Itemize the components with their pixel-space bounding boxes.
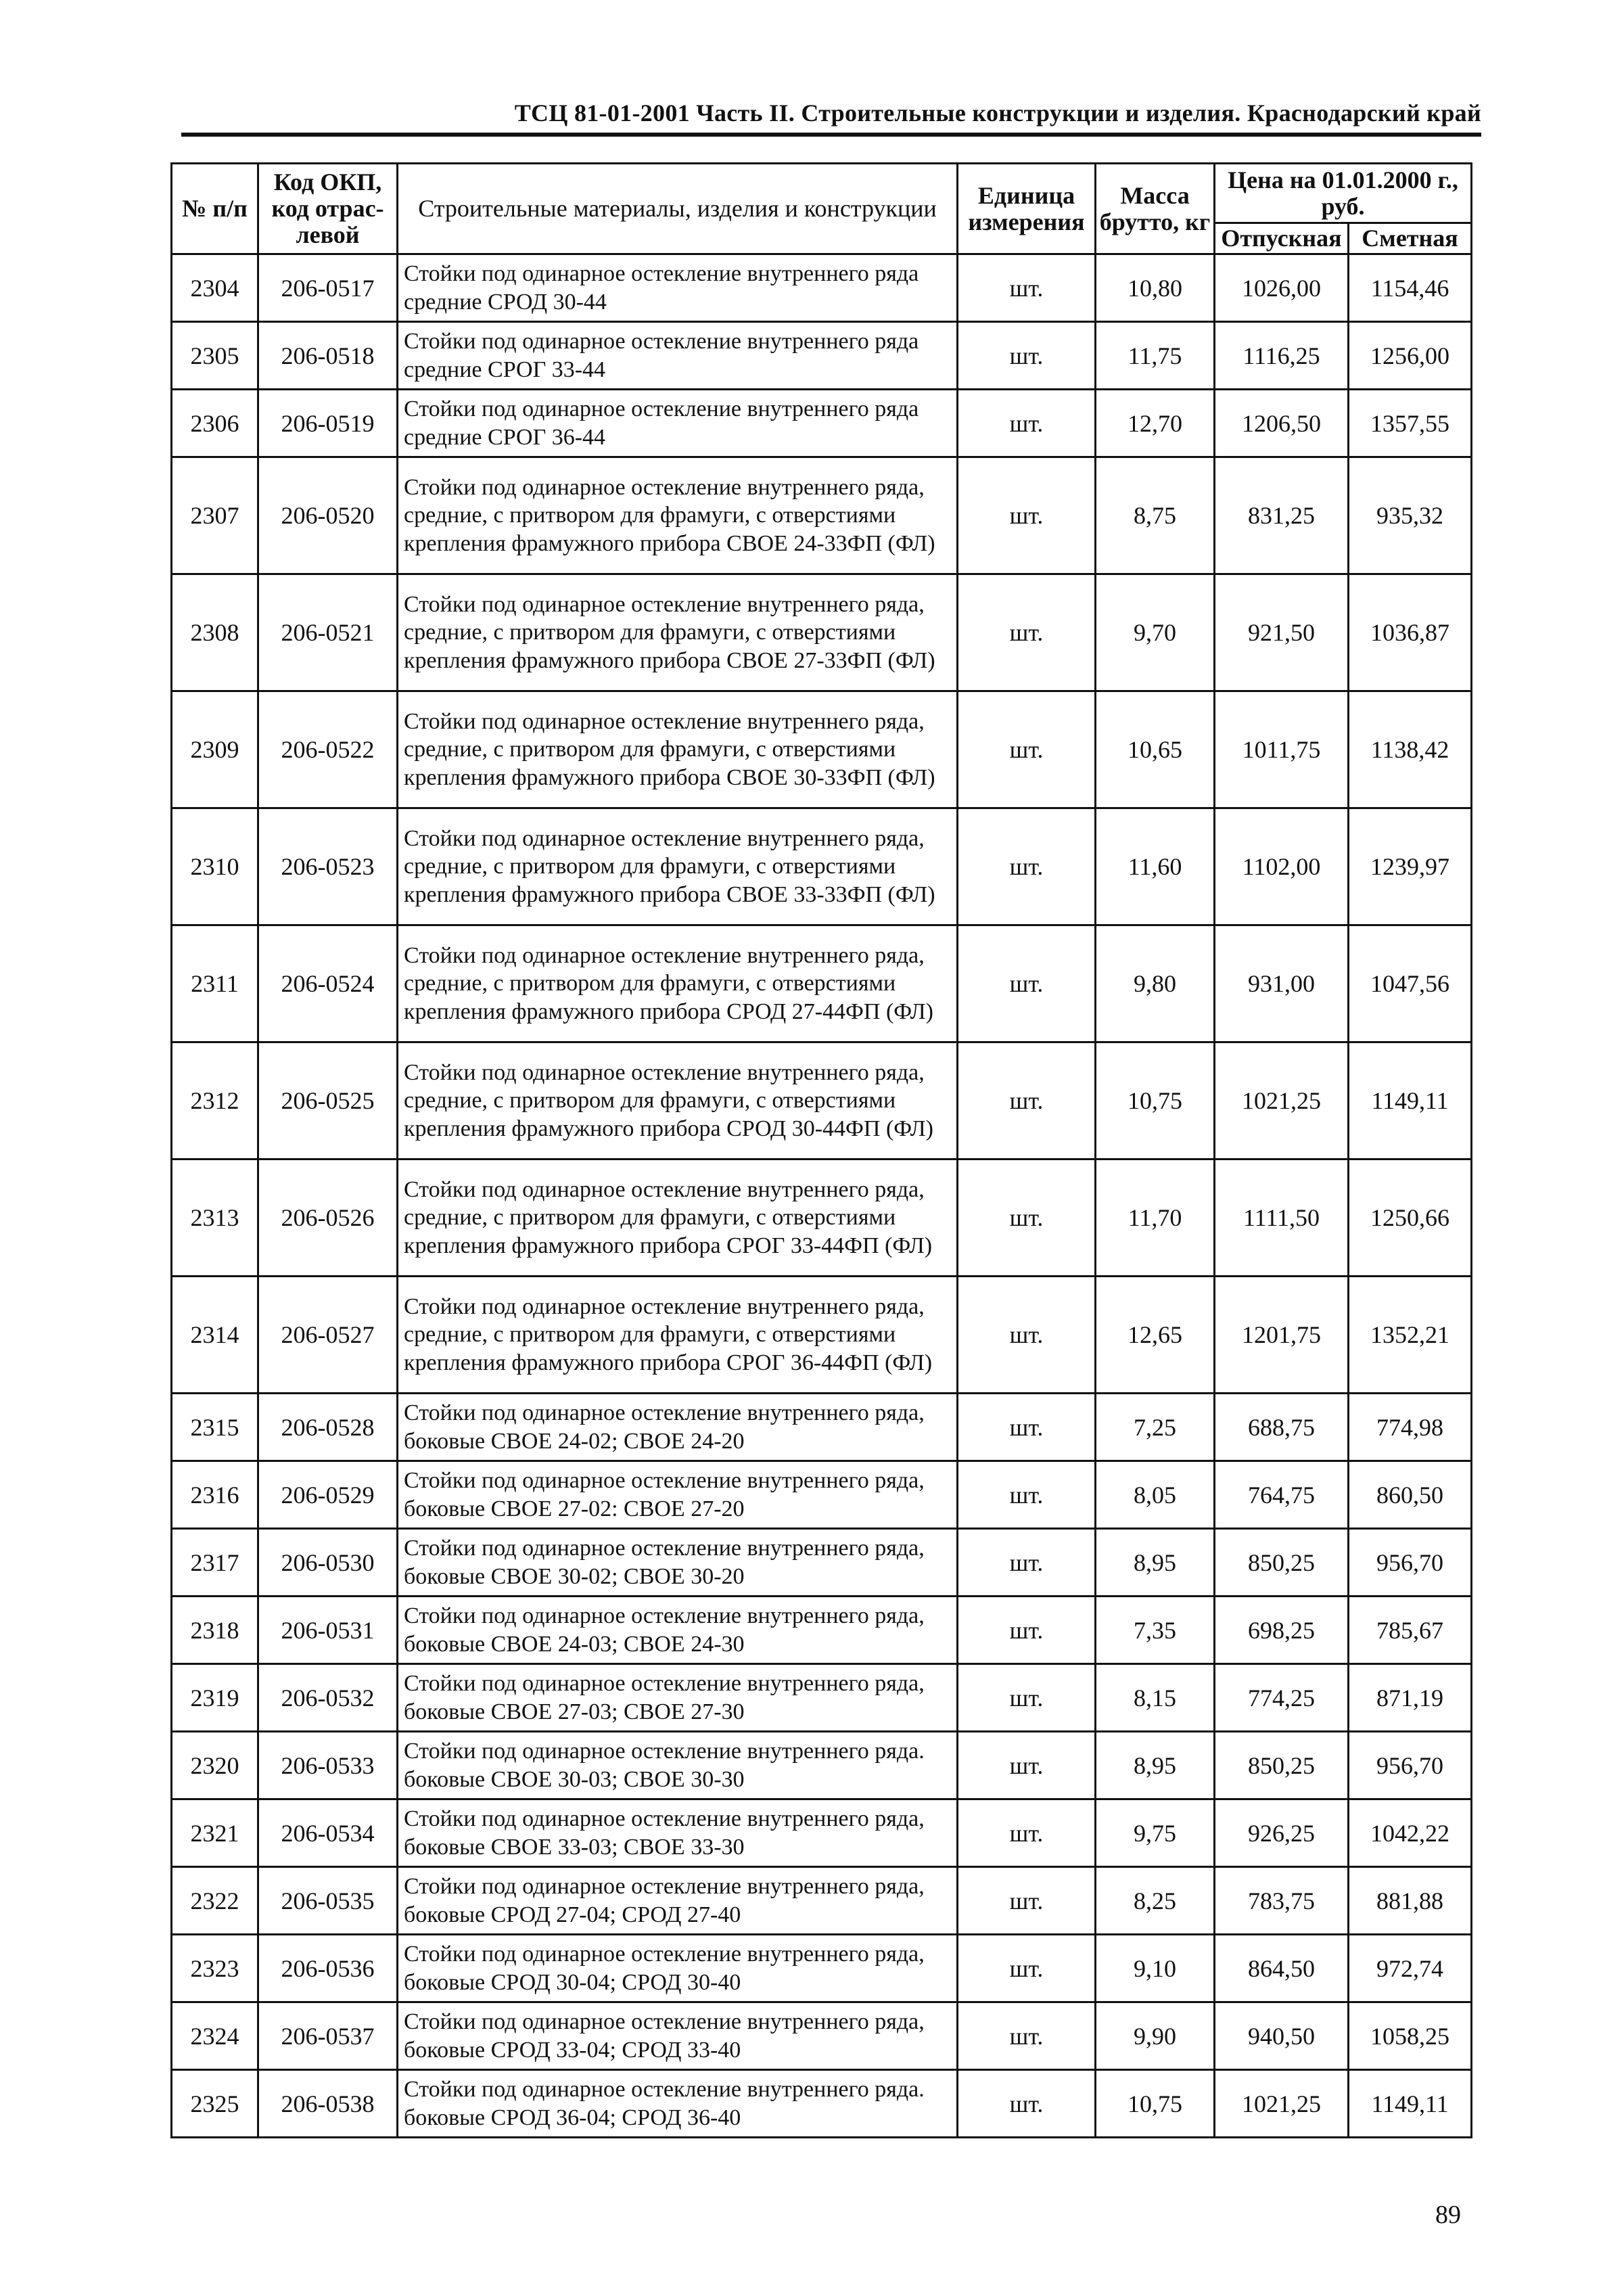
cell-num: 2311 <box>172 925 258 1042</box>
cell-price-release: 850,25 <box>1215 1529 1349 1597</box>
cell-price-estimate: 935,32 <box>1349 457 1472 574</box>
cell-price-estimate: 1239,97 <box>1349 808 1472 925</box>
cell-num: 2310 <box>172 808 258 925</box>
cell-price-estimate: 1036,87 <box>1349 574 1472 691</box>
cell-unit: шт. <box>958 574 1096 691</box>
cell-name: Стойки под одинарное остекление внутреннего ряда. боковые СВОЕ 30-03; СВОЕ 30-30 <box>398 1732 958 1799</box>
table-row <box>172 1664 1472 1732</box>
cell-price-estimate: 1149,11 <box>1349 1042 1472 1160</box>
table-row <box>172 808 1472 925</box>
cell-price-estimate: 860,50 <box>1349 1461 1472 1529</box>
table-row <box>172 322 1472 390</box>
cell-mass: 12,70 <box>1096 390 1215 457</box>
cell-num: 2313 <box>172 1160 258 1277</box>
cell-num: 2316 <box>172 1461 258 1529</box>
cell-mass: 8,05 <box>1096 1461 1215 1529</box>
cell-price-release: 1111,50 <box>1215 1160 1349 1277</box>
cell-num: 2307 <box>172 457 258 574</box>
cell-name: Стойки под одинарное остекление внутреннего ряда, боковые СРОД 27-04; СРОД 27-40 <box>398 1867 958 1935</box>
cell-code: 206-0536 <box>258 1935 398 2002</box>
cell-mass: 9,70 <box>1096 574 1215 691</box>
cell-unit: шт. <box>958 1461 1096 1529</box>
cell-code: 206-0529 <box>258 1461 398 1529</box>
cell-num: 2308 <box>172 574 258 691</box>
cell-price-release: 940,50 <box>1215 2002 1349 2070</box>
cell-unit: шт. <box>958 1529 1096 1597</box>
col-header-price-group: Цена на 01.01.2000 г., руб. <box>1215 164 1472 223</box>
cell-name: Стойки под одинарное остекление внутреннего ряда, боковые СВОЕ 24-03; СВОЕ 24-30 <box>398 1597 958 1664</box>
table-row <box>172 691 1472 808</box>
cell-name: Стойки под одинарное остекление внутреннего ряда, средние, с притвором для фрамуги, с отверстиями крепления фрамужного прибора СРОД 27-44ФП (ФЛ) <box>398 925 958 1042</box>
cell-unit: шт. <box>958 1799 1096 1867</box>
cell-code: 206-0523 <box>258 808 398 925</box>
cell-price-release: 1026,00 <box>1215 254 1349 322</box>
cell-unit: шт. <box>958 1935 1096 2002</box>
cell-name: Стойки под одинарное остекление внутреннего ряда, боковые СВОЕ 30-02; СВОЕ 30-20 <box>398 1529 958 1597</box>
cell-name: Стойки под одинарное остекление внутреннего ряда средние СРОГ 33-44 <box>398 322 958 390</box>
cell-price-estimate: 871,19 <box>1349 1664 1472 1732</box>
cell-num: 2314 <box>172 1277 258 1394</box>
cell-mass: 7,35 <box>1096 1597 1215 1664</box>
cell-name: Стойки под одинарное остекление внутреннего ряда, средние, с притвором для фрамуги, с отверстиями крепления фрамужного прибора СВОЕ 33-33ФП (ФЛ) <box>398 808 958 925</box>
table-row <box>172 390 1472 457</box>
cell-price-estimate: 1058,25 <box>1349 2002 1472 2070</box>
cell-price-estimate: 1250,66 <box>1349 1160 1472 1277</box>
table-row <box>172 1867 1472 1935</box>
cell-code: 206-0522 <box>258 691 398 808</box>
cell-price-release: 688,75 <box>1215 1394 1349 1461</box>
col-header-price-estimate: Сметная <box>1349 223 1472 254</box>
cell-price-estimate: 1047,56 <box>1349 925 1472 1042</box>
cell-mass: 10,80 <box>1096 254 1215 322</box>
cell-unit: шт. <box>958 1664 1096 1732</box>
cell-price-release: 1102,00 <box>1215 808 1349 925</box>
cell-price-release: 764,75 <box>1215 1461 1349 1529</box>
cell-mass: 7,25 <box>1096 1394 1215 1461</box>
cell-unit: шт. <box>958 457 1096 574</box>
cell-name: Стойки под одинарное остекление внутреннего ряда, средние, с притвором для фрамуги, с отверстиями крепления фрамужного прибора СВОЕ 24-33ФП (ФЛ) <box>398 457 958 574</box>
cell-price-release: 921,50 <box>1215 574 1349 691</box>
cell-code: 206-0524 <box>258 925 398 1042</box>
cell-name: Стойки под одинарное остекление внутреннего ряда, боковые СВОЕ 24-02; СВОЕ 24-20 <box>398 1394 958 1461</box>
cell-mass: 10,75 <box>1096 1042 1215 1160</box>
cell-num: 2323 <box>172 1935 258 2002</box>
cell-code: 206-0526 <box>258 1160 398 1277</box>
table-row <box>172 1597 1472 1664</box>
cell-price-release: 926,25 <box>1215 1799 1349 1867</box>
cell-mass: 9,80 <box>1096 925 1215 1042</box>
cell-code: 206-0520 <box>258 457 398 574</box>
cell-name: Стойки под одинарное остекление внутреннего ряда, средние, с притвором для фрамуги, с отверстиями крепления фрамужного прибора СВОЕ 30-33ФП (ФЛ) <box>398 691 958 808</box>
cell-mass: 9,90 <box>1096 2002 1215 2070</box>
cell-price-estimate: 1352,21 <box>1349 1277 1472 1394</box>
cell-name: Стойки под одинарное остекление внутреннего ряда, боковые СРОД 33-04; СРОД 33-40 <box>398 2002 958 2070</box>
cell-mass: 9,75 <box>1096 1799 1215 1867</box>
table-row <box>172 1529 1472 1597</box>
cell-code: 206-0537 <box>258 2002 398 2070</box>
cell-num: 2317 <box>172 1529 258 1597</box>
cell-num: 2324 <box>172 2002 258 2070</box>
cell-mass: 11,75 <box>1096 322 1215 390</box>
cell-price-estimate: 1138,42 <box>1349 691 1472 808</box>
cell-price-estimate: 956,70 <box>1349 1529 1472 1597</box>
cell-code: 206-0533 <box>258 1732 398 1799</box>
cell-name: Стойки под одинарное остекление внутреннего ряда, боковые СРОД 30-04; СРОД 30-40 <box>398 1935 958 2002</box>
table-row <box>172 925 1472 1042</box>
cell-code: 206-0517 <box>258 254 398 322</box>
cell-unit: шт. <box>958 254 1096 322</box>
cell-num: 2312 <box>172 1042 258 1160</box>
cell-mass: 10,65 <box>1096 691 1215 808</box>
table-row <box>172 1732 1472 1799</box>
price-table <box>170 162 1472 2138</box>
cell-price-estimate: 774,98 <box>1349 1394 1472 1461</box>
table-row <box>172 2002 1472 2070</box>
cell-code: 206-0518 <box>258 322 398 390</box>
cell-num: 2306 <box>172 390 258 457</box>
cell-code: 206-0519 <box>258 390 398 457</box>
cell-mass: 8,25 <box>1096 1867 1215 1935</box>
cell-price-release: 698,25 <box>1215 1597 1349 1664</box>
table-row <box>172 1277 1472 1394</box>
table-row <box>172 1042 1472 1160</box>
cell-unit: шт. <box>958 1867 1096 1935</box>
cell-mass: 11,60 <box>1096 808 1215 925</box>
page-header-title: ТСЦ 81-01-2001 Часть II. Строительные конструкции и изделия. Краснодарский край <box>514 99 1481 127</box>
cell-num: 2318 <box>172 1597 258 1664</box>
cell-name: Стойки под одинарное остекление внутреннего ряда средние СРОД 30-44 <box>398 254 958 322</box>
col-header-price-release: Отпускная <box>1215 223 1349 254</box>
cell-price-release: 1011,75 <box>1215 691 1349 808</box>
cell-num: 2304 <box>172 254 258 322</box>
cell-price-release: 831,25 <box>1215 457 1349 574</box>
cell-name: Стойки под одинарное остекление внутреннего ряда, средние, с притвором для фрамуги, с отверстиями крепления фрамужного прибора СВОЕ 27-33ФП (ФЛ) <box>398 574 958 691</box>
cell-unit: шт. <box>958 1732 1096 1799</box>
cell-price-estimate: 1042,22 <box>1349 1799 1472 1867</box>
col-header-unit: Единица измерения <box>958 164 1096 254</box>
table-row <box>172 1935 1472 2002</box>
cell-unit: шт. <box>958 390 1096 457</box>
cell-price-release: 1206,50 <box>1215 390 1349 457</box>
cell-price-estimate: 1154,46 <box>1349 254 1472 322</box>
cell-price-release: 850,25 <box>1215 1732 1349 1799</box>
cell-name: Стойки под одинарное остекление внутреннего ряда, боковые СВОЕ 27-03; СВОЕ 27-30 <box>398 1664 958 1732</box>
cell-unit: шт. <box>958 2070 1096 2138</box>
cell-code: 206-0527 <box>258 1277 398 1394</box>
cell-code: 206-0530 <box>258 1529 398 1597</box>
cell-price-estimate: 956,70 <box>1349 1732 1472 1799</box>
cell-mass: 9,10 <box>1096 1935 1215 2002</box>
cell-unit: шт. <box>958 1394 1096 1461</box>
cell-name: Стойки под одинарное остекление внутреннего ряда, средние, с притвором для фрамуги, с отверстиями крепления фрамужного прибора СРОГ 36-44ФП (ФЛ) <box>398 1277 958 1394</box>
cell-unit: шт. <box>958 2002 1096 2070</box>
cell-name: Стойки под одинарное остекление внутреннего ряда, средние, с притвором для фрамуги, с отверстиями крепления фрамужного прибора СРОГ 33-44ФП (ФЛ) <box>398 1160 958 1277</box>
cell-code: 206-0534 <box>258 1799 398 1867</box>
header-rule <box>181 133 1481 137</box>
table-row <box>172 1461 1472 1529</box>
cell-code: 206-0532 <box>258 1664 398 1732</box>
cell-mass: 8,75 <box>1096 457 1215 574</box>
cell-code: 206-0521 <box>258 574 398 691</box>
cell-price-release: 931,00 <box>1215 925 1349 1042</box>
cell-price-estimate: 785,67 <box>1349 1597 1472 1664</box>
table-row <box>172 457 1472 574</box>
table-row <box>172 1799 1472 1867</box>
table-header <box>172 164 1472 254</box>
cell-unit: шт. <box>958 1160 1096 1277</box>
col-header-mass: Масса брутто, кг <box>1096 164 1215 254</box>
table-row <box>172 2070 1472 2138</box>
cell-price-release: 1021,25 <box>1215 2070 1349 2138</box>
cell-name: Стойки под одинарное остекление внутреннего ряда, боковые СВОЕ 33-03; СВОЕ 33-30 <box>398 1799 958 1867</box>
table-row <box>172 1394 1472 1461</box>
cell-mass: 12,65 <box>1096 1277 1215 1394</box>
cell-name: Стойки под одинарное остекление внутреннего ряда средние СРОГ 36-44 <box>398 390 958 457</box>
cell-price-release: 783,75 <box>1215 1867 1349 1935</box>
table-row <box>172 254 1472 322</box>
cell-mass: 8,95 <box>1096 1732 1215 1799</box>
cell-name: Стойки под одинарное остекление внутреннего ряда, средние, с притвором для фрамуги, с отверстиями крепления фрамужного прибора СРОД 30-44ФП (ФЛ) <box>398 1042 958 1160</box>
cell-mass: 11,70 <box>1096 1160 1215 1277</box>
cell-price-release: 864,50 <box>1215 1935 1349 2002</box>
page-number: 89 <box>1435 2201 1461 2229</box>
cell-num: 2325 <box>172 2070 258 2138</box>
cell-unit: шт. <box>958 691 1096 808</box>
cell-unit: шт. <box>958 1042 1096 1160</box>
cell-num: 2309 <box>172 691 258 808</box>
cell-unit: шт. <box>958 1277 1096 1394</box>
cell-unit: шт. <box>958 322 1096 390</box>
table-body <box>172 254 1472 2138</box>
cell-unit: шт. <box>958 1597 1096 1664</box>
cell-name: Стойки под одинарное остекление внутреннего ряда, боковые СВОЕ 27-02: СВОЕ 27-20 <box>398 1461 958 1529</box>
table-row <box>172 574 1472 691</box>
cell-mass: 8,15 <box>1096 1664 1215 1732</box>
cell-price-estimate: 1357,55 <box>1349 390 1472 457</box>
cell-price-estimate: 1256,00 <box>1349 322 1472 390</box>
cell-price-estimate: 1149,11 <box>1349 2070 1472 2138</box>
cell-num: 2320 <box>172 1732 258 1799</box>
cell-code: 206-0531 <box>258 1597 398 1664</box>
cell-code: 206-0525 <box>258 1042 398 1160</box>
cell-code: 206-0528 <box>258 1394 398 1461</box>
table-row <box>172 1160 1472 1277</box>
col-header-code: Код ОКП, код отрас-левой <box>258 164 398 254</box>
cell-price-release: 1116,25 <box>1215 322 1349 390</box>
col-header-num: № п/п <box>172 164 258 254</box>
col-header-name: Строительные материалы, изделия и конструкции <box>398 164 958 254</box>
cell-unit: шт. <box>958 808 1096 925</box>
cell-num: 2315 <box>172 1394 258 1461</box>
cell-name: Стойки под одинарное остекление внутреннего ряда. боковые СРОД 36-04; СРОД 36-40 <box>398 2070 958 2138</box>
cell-mass: 10,75 <box>1096 2070 1215 2138</box>
cell-price-estimate: 881,88 <box>1349 1867 1472 1935</box>
cell-num: 2319 <box>172 1664 258 1732</box>
cell-code: 206-0538 <box>258 2070 398 2138</box>
cell-price-release: 1201,75 <box>1215 1277 1349 1394</box>
cell-num: 2322 <box>172 1867 258 1935</box>
cell-price-estimate: 972,74 <box>1349 1935 1472 2002</box>
cell-price-release: 774,25 <box>1215 1664 1349 1732</box>
cell-code: 206-0535 <box>258 1867 398 1935</box>
cell-unit: шт. <box>958 925 1096 1042</box>
cell-price-release: 1021,25 <box>1215 1042 1349 1160</box>
cell-mass: 8,95 <box>1096 1529 1215 1597</box>
cell-num: 2321 <box>172 1799 258 1867</box>
cell-num: 2305 <box>172 322 258 390</box>
